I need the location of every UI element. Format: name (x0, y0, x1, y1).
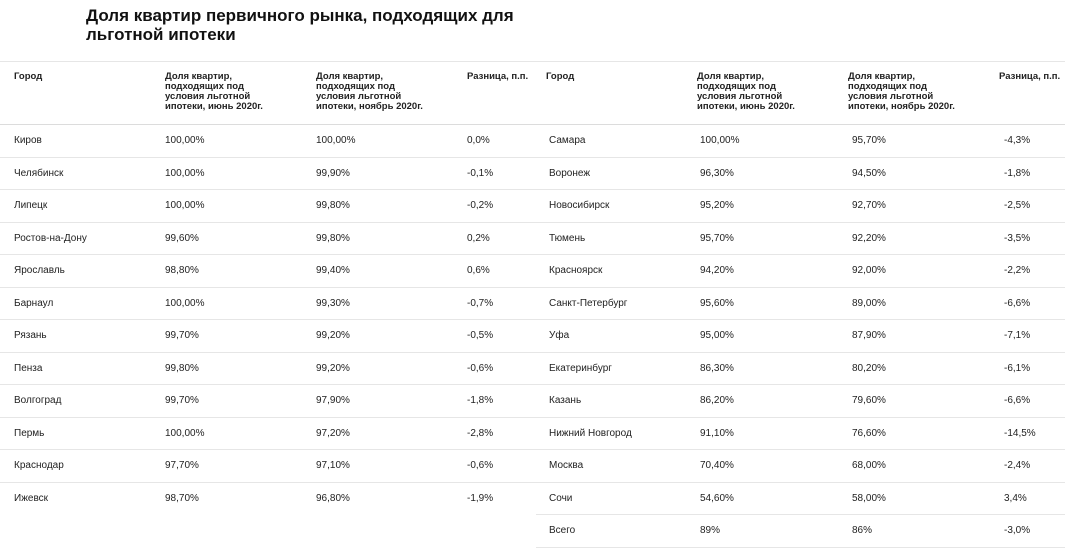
cell-november: 79,60% (852, 395, 886, 406)
cell-november: 92,00% (852, 265, 886, 276)
cell-city: Всего (549, 525, 576, 536)
cell-diff: 0,2% (467, 232, 490, 244)
table-right (536, 61, 1065, 548)
table-row (0, 125, 536, 158)
header-june: Доля квартир, подходящих под условия льготной ипотеки, июнь 2020г. (697, 71, 795, 112)
cell-diff: 3,4% (1004, 492, 1027, 504)
cell-diff: -0,5% (467, 330, 494, 341)
cell-november: 95,70% (852, 135, 886, 146)
cell-diff: -0,6% (467, 460, 494, 471)
table-row (536, 190, 1065, 223)
cell-diff: -6,6% (1004, 297, 1031, 309)
cell-diff: -0,6% (467, 362, 494, 374)
header-diff: Разница, п.п. (999, 71, 1061, 82)
cell-june: 98,70% (165, 492, 199, 504)
page-title: Доля квартир первичного рынка, подходящих для льготной ипотеки (86, 6, 514, 44)
cell-diff: 0,6% (467, 265, 490, 276)
table-row (536, 255, 1065, 288)
cell-city: Барнаул (14, 297, 54, 309)
cell-city: Челябинск (14, 167, 64, 179)
cell-june: 91,10% (700, 427, 734, 439)
header-diff: Разница, п.п. (467, 71, 529, 82)
table-row (0, 158, 536, 191)
cell-june: 100,00% (165, 167, 205, 179)
cell-june: 98,80% (165, 265, 199, 276)
cell-november: 92,20% (852, 232, 886, 244)
cell-november: 87,90% (852, 330, 886, 341)
cell-diff: -3,0% (1004, 525, 1031, 536)
cell-june: 89% (700, 525, 721, 536)
cell-june: 99,60% (165, 232, 199, 244)
cell-city: Красноярск (549, 265, 603, 276)
cell-city: Пермь (14, 427, 45, 439)
cell-city: Пенза (14, 362, 43, 374)
cell-diff: -3,5% (1004, 232, 1031, 244)
cell-city: Уфа (549, 330, 570, 341)
cell-city: Казань (549, 395, 582, 406)
cell-june: 95,60% (700, 297, 734, 309)
cell-june: 70,40% (700, 460, 734, 471)
table-row (536, 158, 1065, 191)
header-november: Доля квартир, подходящих под условия льготной ипотеки, ноябрь 2020г. (848, 71, 955, 112)
table-row (0, 255, 536, 288)
cell-diff: -2,2% (1004, 265, 1031, 276)
table-row (0, 320, 536, 353)
cell-city: Липецк (14, 200, 48, 211)
cell-diff: -0,7% (467, 297, 494, 309)
cell-city: Новосибирск (549, 200, 610, 211)
cell-diff: -0,1% (467, 167, 494, 179)
cell-november: 92,70% (852, 200, 886, 211)
cell-june: 99,80% (165, 362, 199, 374)
cell-city: Волгоград (14, 395, 62, 406)
cell-diff: -1,9% (467, 492, 494, 504)
table-row (536, 353, 1065, 386)
cell-city: Ярославль (14, 265, 65, 276)
table-row (536, 288, 1065, 321)
cell-diff: -6,1% (1004, 362, 1031, 374)
cell-june: 95,00% (700, 330, 734, 341)
table-row (0, 223, 536, 256)
cell-november: 58,00% (852, 492, 886, 504)
cell-june: 100,00% (165, 135, 205, 146)
table-header (536, 61, 1065, 125)
cell-november: 100,00% (316, 135, 356, 146)
cell-city: Ижевск (14, 492, 49, 504)
cell-november: 99,40% (316, 265, 350, 276)
header-city: Город (546, 71, 575, 82)
table-body (0, 125, 536, 514)
cell-november: 99,30% (316, 297, 350, 309)
cell-diff: -4,3% (1004, 135, 1031, 146)
table-row (536, 515, 1065, 548)
cell-city: Рязань (14, 330, 47, 341)
cell-diff: -2,5% (1004, 200, 1031, 211)
table-row (536, 450, 1065, 483)
table-header (0, 61, 536, 125)
cell-june: 97,70% (165, 460, 199, 471)
cell-city: Самара (549, 135, 586, 146)
cell-june: 86,20% (700, 395, 734, 406)
cell-november: 99,20% (316, 330, 350, 341)
cell-city: Санкт-Петербург (549, 297, 628, 309)
cell-diff: -0,2% (467, 200, 494, 211)
table-row (536, 320, 1065, 353)
table-row (536, 483, 1065, 516)
table-row (0, 288, 536, 321)
cell-june: 100,00% (700, 135, 740, 146)
cell-june: 99,70% (165, 395, 199, 406)
cell-november: 68,00% (852, 460, 886, 471)
cell-november: 97,90% (316, 395, 350, 406)
cell-november: 86% (852, 525, 873, 536)
cell-november: 99,80% (316, 200, 350, 211)
header-june: Доля квартир, подходящих под условия льготной ипотеки, июнь 2020г. (165, 71, 263, 112)
cell-june: 95,20% (700, 200, 734, 211)
cell-june: 100,00% (165, 297, 205, 309)
cell-city: Ростов-на-Дону (14, 232, 87, 244)
cell-diff: -14,5% (1004, 427, 1036, 439)
table-row (0, 450, 536, 483)
cell-city: Тюмень (549, 232, 586, 244)
cell-diff: -2,4% (1004, 460, 1031, 471)
cell-diff: 0,0% (467, 135, 490, 146)
cell-city: Екатеринбург (549, 362, 612, 374)
cell-june: 99,70% (165, 330, 199, 341)
table-row (0, 190, 536, 223)
header-november: Доля квартир, подходящих под условия льготной ипотеки, ноябрь 2020г. (316, 71, 423, 112)
cell-november: 80,20% (852, 362, 886, 374)
table-row (0, 483, 536, 515)
cell-november: 97,20% (316, 427, 350, 439)
cell-diff: -2,8% (467, 427, 494, 439)
cell-november: 99,20% (316, 362, 350, 374)
table-left (0, 61, 536, 514)
table-row (0, 418, 536, 451)
cell-november: 76,60% (852, 427, 886, 439)
cell-june: 54,60% (700, 492, 734, 504)
cell-diff: -1,8% (1004, 167, 1031, 179)
table-body (536, 125, 1065, 548)
table-row (0, 353, 536, 386)
cell-november: 99,90% (316, 167, 350, 179)
cell-city: Краснодар (14, 460, 64, 471)
cell-june: 100,00% (165, 427, 205, 439)
cell-diff: -7,1% (1004, 330, 1031, 341)
table-row (536, 223, 1065, 256)
cell-june: 100,00% (165, 200, 205, 211)
table-row (536, 125, 1065, 158)
cell-november: 99,80% (316, 232, 350, 244)
cell-diff: -6,6% (1004, 395, 1031, 406)
cell-november: 89,00% (852, 297, 886, 309)
cell-city: Воронеж (549, 167, 591, 179)
cell-june: 95,70% (700, 232, 734, 244)
cell-city: Москва (549, 460, 584, 471)
cell-city: Сочи (549, 492, 573, 504)
cell-diff: -1,8% (467, 395, 494, 406)
cell-june: 96,30% (700, 167, 734, 179)
cell-city: Нижний Новгород (549, 427, 632, 439)
table-row (536, 385, 1065, 418)
cell-city: Киров (14, 135, 42, 146)
header-city: Город (14, 71, 43, 82)
table-row (0, 385, 536, 418)
cell-november: 96,80% (316, 492, 350, 504)
cell-november: 97,10% (316, 460, 350, 471)
table-row (536, 418, 1065, 451)
cell-november: 94,50% (852, 167, 886, 179)
cell-june: 94,20% (700, 265, 734, 276)
cell-june: 86,30% (700, 362, 734, 374)
